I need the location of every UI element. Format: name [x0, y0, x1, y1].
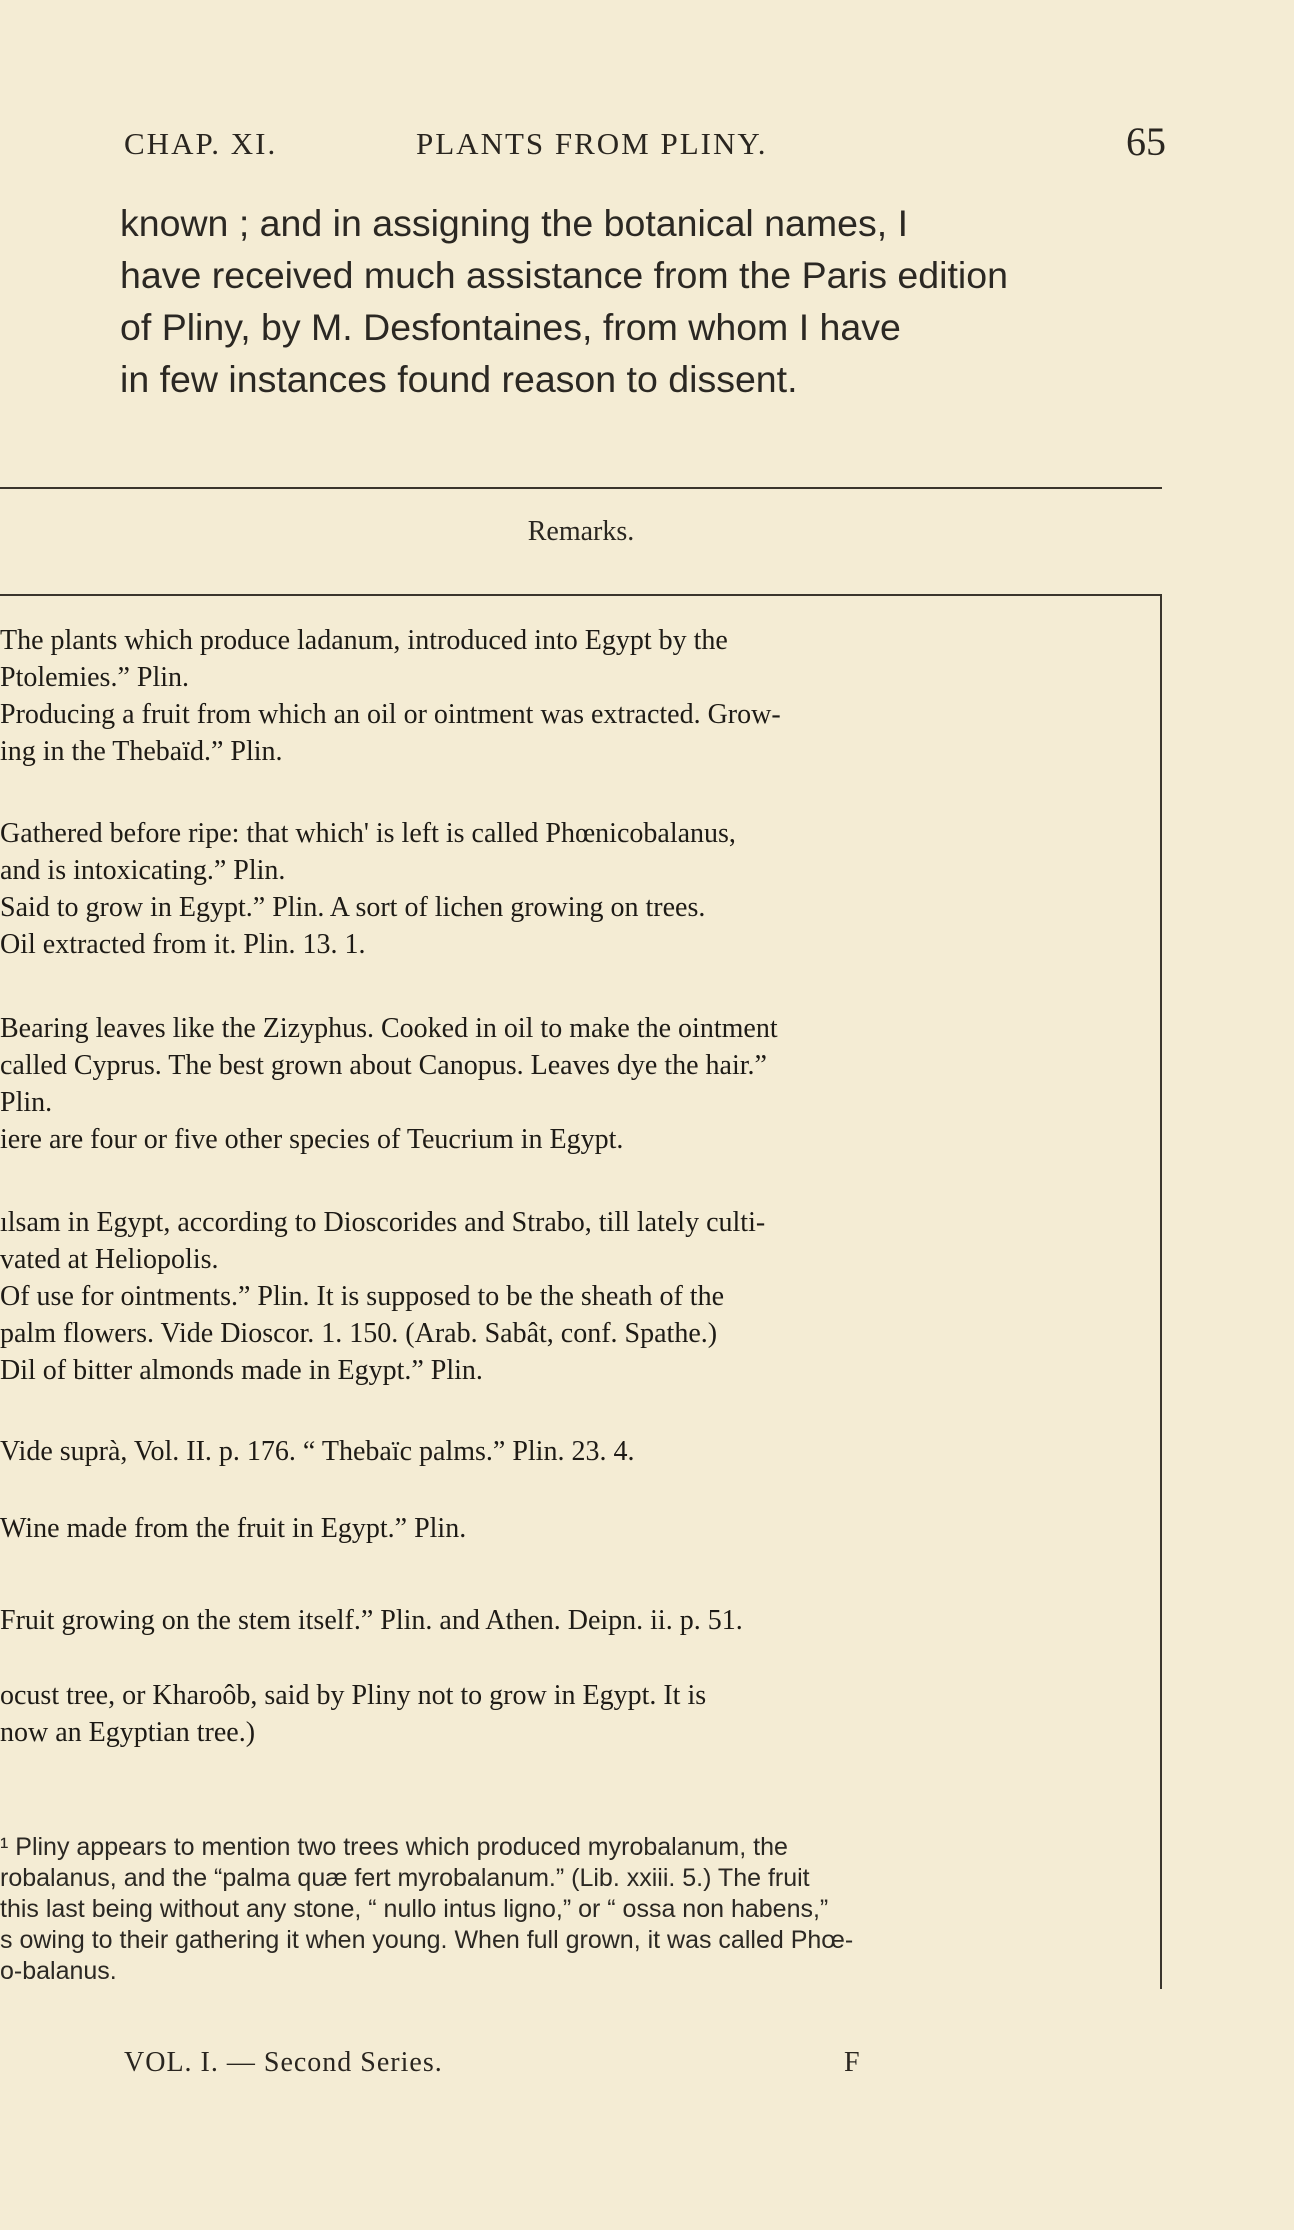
volume-label: VOL. I. — Second Series. [124, 2047, 443, 2078]
footnote-line: o-balanus. [0, 1957, 117, 1985]
intro-line: in few instances found reason to dissent. [120, 358, 798, 400]
remark-line: Ptolemies.” Plin. [0, 662, 189, 693]
remark-line: palm flowers. Vide Dioscor. 1. 150. (Arab. Sabât, conf. Spathe.) [0, 1318, 718, 1349]
top-rule [0, 487, 1162, 489]
remark-entry [0, 815, 1160, 963]
intro-line: of Pliny, by M. Desfontaines, from whom I have [120, 306, 901, 348]
footnote-line: this last being without any stone, “ nullo intus ligno,” or “ ossa non habens,” [0, 1895, 829, 1923]
remark-entry [0, 622, 1160, 770]
column-rule [1160, 594, 1162, 1989]
page-footer [124, 2047, 884, 2087]
running-title: PLANTS FROM PLINY. [416, 126, 768, 161]
remark-line: iere are four or five other species of Teucrium in Egypt. [0, 1124, 624, 1155]
remark-line: called Cyprus. The best grown about Canopus. Leaves dye the hair.” [0, 1050, 767, 1081]
page-number: 65 [1126, 119, 1166, 164]
remark-line: Vide suprà, Vol. II. p. 176. “ Thebaïc palms.” Plin. 23. 4. [0, 1436, 635, 1467]
remarks-heading: Remarks. [527, 516, 635, 547]
signature-mark: F [844, 2047, 861, 2078]
remark-line: ocust tree, or Kharoôb, said by Pliny not to grow in Egypt. It is [0, 1680, 707, 1711]
remark-line: Fruit growing on the stem itself.” Plin. and Athen. Deipn. ii. p. 51. [0, 1605, 743, 1636]
remark-line: vated at Heliopolis. [0, 1244, 219, 1275]
intro-line: have received much assistance from the Paris edition [120, 254, 1008, 296]
remark-line: Producing a fruit from which an oil or ointment was extracted. Grow- [0, 699, 781, 730]
remark-entry [0, 1433, 1160, 1470]
remark-line: Wine made from the fruit in Egypt.” Plin. [0, 1513, 467, 1544]
remark-line: Gathered before ripe: that which' is left is called Phœnicobalanus, [0, 818, 736, 849]
intro-paragraph [120, 197, 1170, 405]
remark-entry [0, 1677, 1160, 1751]
remark-line: now an Egyptian tree.) [0, 1717, 256, 1748]
remark-entry [0, 1510, 1160, 1547]
remark-line: and is intoxicating.” Plin. [0, 855, 286, 886]
remark-entry [0, 1204, 1160, 1389]
footnote-line: robalanus, and the “palma quæ fert myrobalanum.” (Lib. xxiii. 5.) The fruit [0, 1864, 810, 1892]
remark-entry [0, 1602, 1160, 1639]
remark-line: Of use for ointments.” Plin. It is supposed to be the sheath of the [0, 1281, 724, 1312]
chapter-label: CHAP. XI. [124, 126, 278, 161]
remark-line: ing in the Thebaïd.” Plin. [0, 736, 283, 767]
remark-line: Oil extracted from it. Plin. 13. 1. [0, 929, 366, 960]
remark-line: ılsam in Egypt, according to Dioscorides and Strabo, till lately culti- [0, 1207, 766, 1238]
remark-line: Plin. [0, 1087, 53, 1118]
running-head [124, 119, 1166, 176]
remark-line: Dil of bitter almonds made in Egypt.” Plin. [0, 1355, 483, 1386]
heading-rule [0, 594, 1162, 596]
remark-line: The plants which produce ladanum, introduced into Egypt by the [0, 625, 728, 656]
footnote [0, 1832, 1160, 1987]
intro-line: known ; and in assigning the botanical names, I [120, 202, 908, 244]
remark-entry [0, 1010, 1160, 1158]
footnote-line: s owing to their gathering it when young. When full grown, it was called Phœ- [0, 1926, 854, 1954]
remark-line: Bearing leaves like the Zizyphus. Cooked in oil to make the ointment [0, 1013, 778, 1044]
footnote-line: ¹ Pliny appears to mention two trees which produced myrobalanum, the [0, 1833, 788, 1861]
remark-line: Said to grow in Egypt.” Plin. A sort of lichen growing on trees. [0, 892, 706, 923]
